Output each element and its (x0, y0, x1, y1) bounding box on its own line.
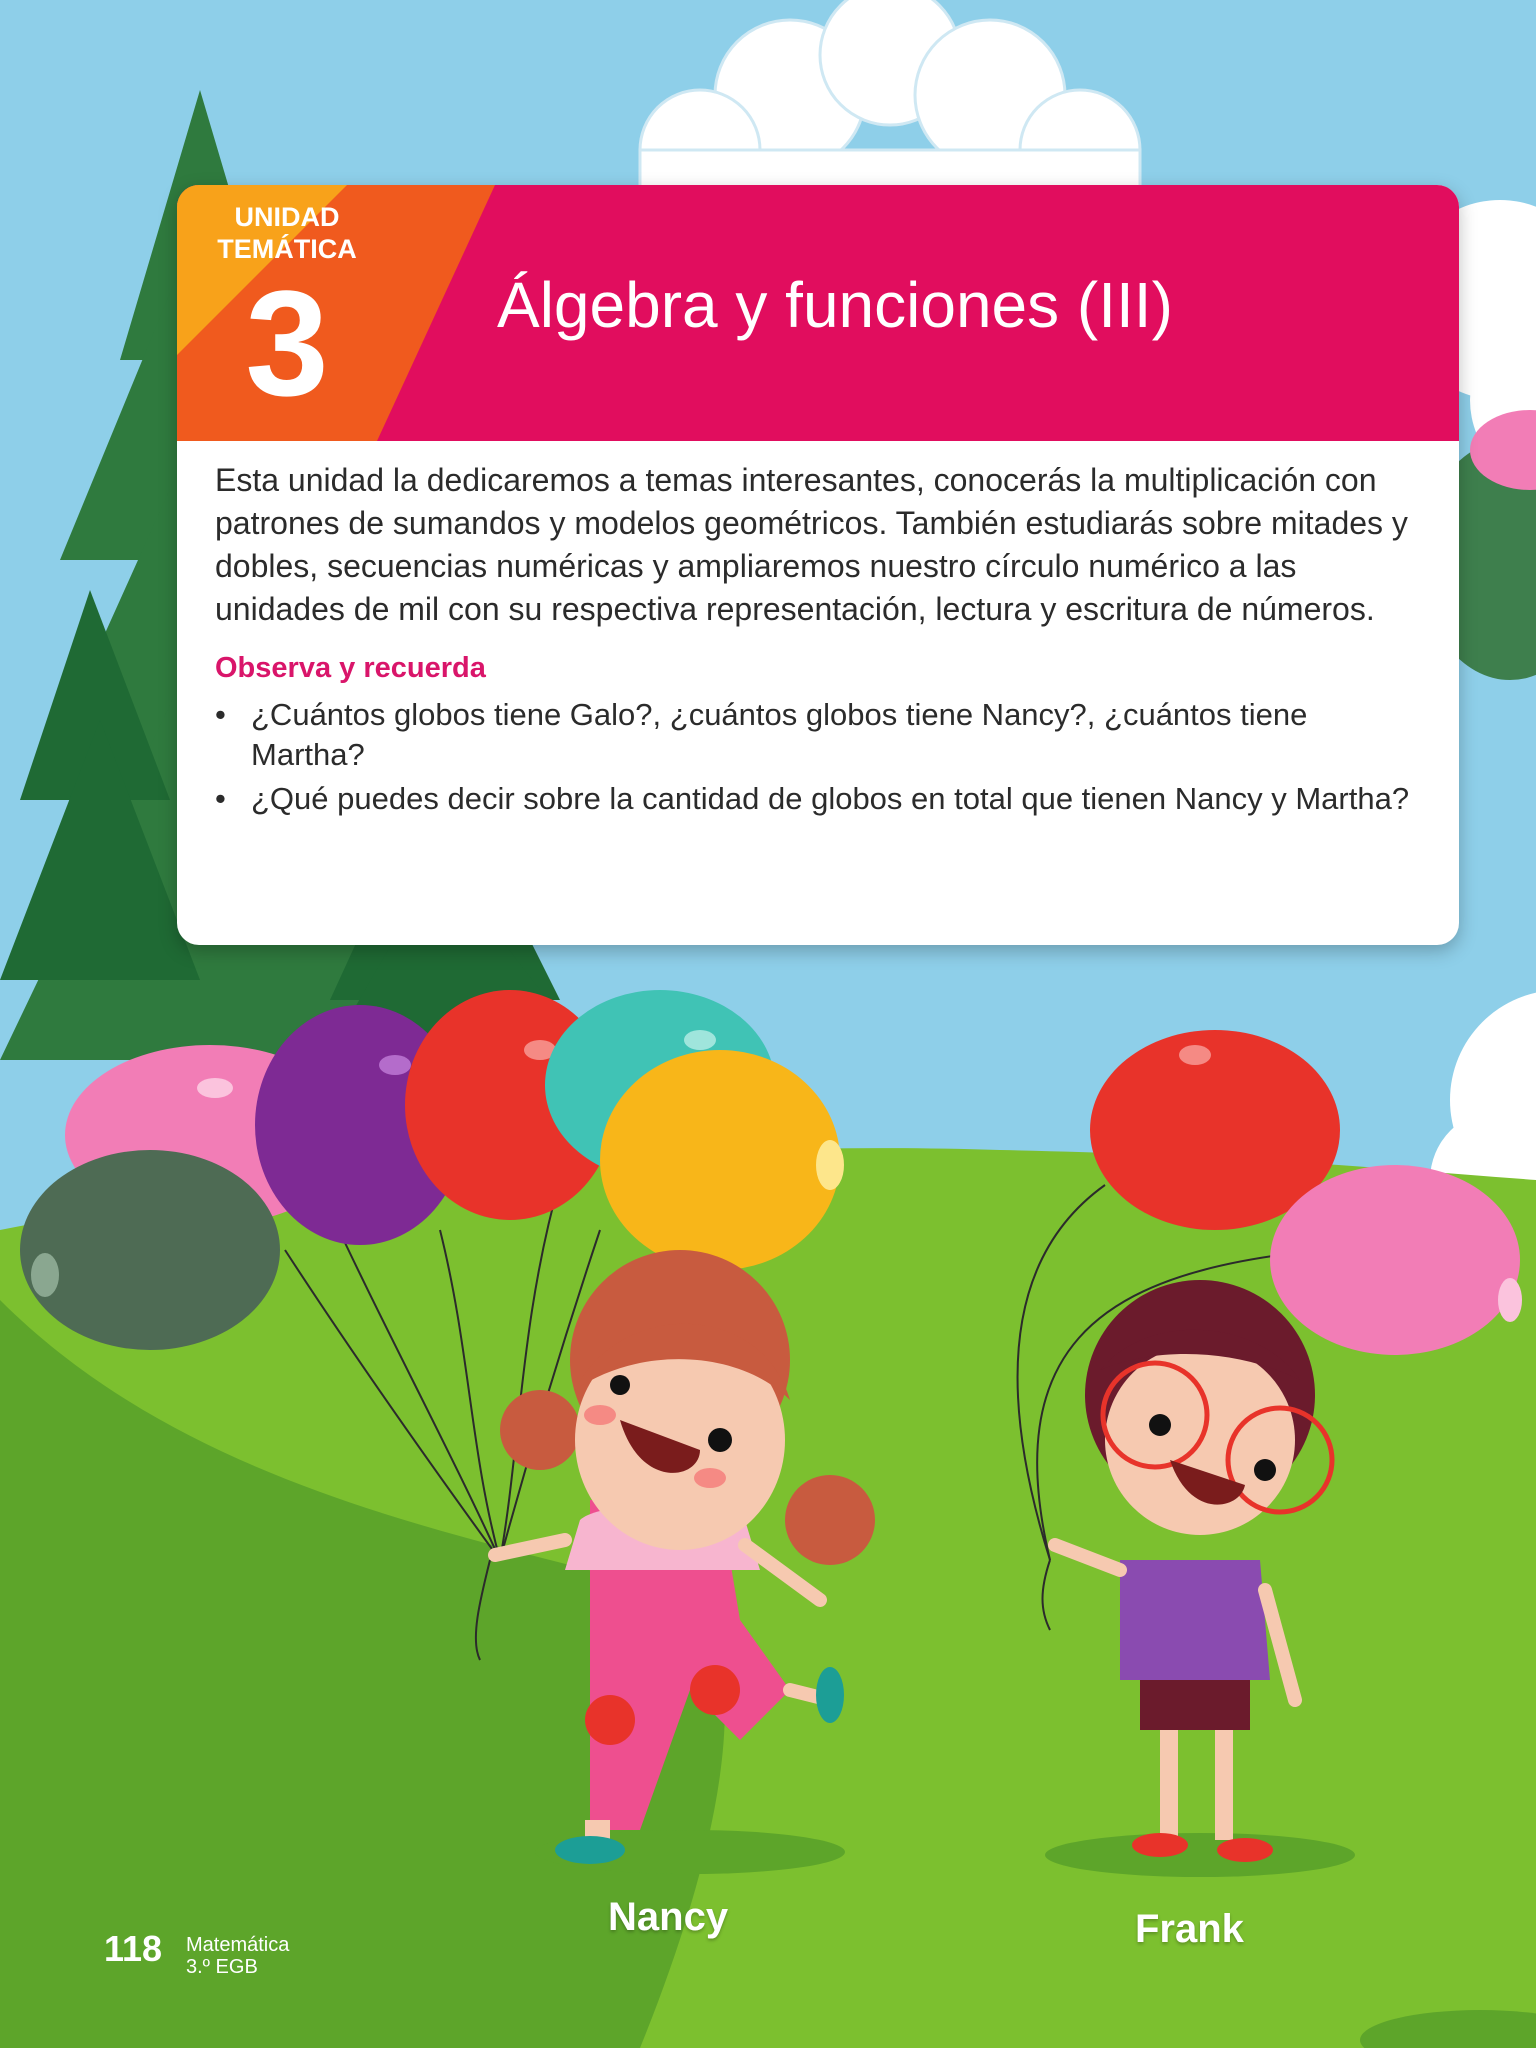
intro-paragraph: Esta unidad la dedicaremos a temas interesantes, conocerás la multiplicación con patrones de sumandos y modelos geométricos. También estudiarás sobre mitades y dobles, secuencias numéricas y ampliaremos nuestro círculo numérico a las unidades de mil con su respectiva representación, lectura y escritura de números. (215, 462, 1408, 627)
bullet: • (215, 781, 226, 816)
question-item (215, 779, 1425, 819)
unit-intro-card (177, 185, 1459, 945)
footer-grade: 3.º EGB (186, 1956, 258, 1978)
section-heading: Observa y recuerda (215, 652, 486, 684)
character-name-frank: Frank (1135, 1907, 1244, 1951)
question-item (215, 695, 1425, 775)
unit-label-line2: TEMÁTICA (217, 234, 357, 264)
question-list (215, 695, 1425, 819)
character-name-nancy: Nancy (608, 1895, 729, 1939)
question-text: ¿Cuántos globos tiene Galo?, ¿cuántos globos tiene Nancy?, ¿cuántos tiene Martha? (251, 697, 1308, 772)
unit-header (177, 185, 1459, 441)
unit-label (197, 201, 377, 265)
question-text: ¿Qué puedes decir sobre la cantidad de globos en total que tienen Nancy y Martha? (251, 781, 1410, 816)
card-body (215, 459, 1425, 823)
bullet: • (215, 697, 226, 732)
unit-label-line1: UNIDAD (234, 202, 340, 232)
balloon-pink-frank (1270, 1165, 1522, 1355)
unit-number: 3 (245, 259, 329, 427)
footer-subject: Matemática (186, 1934, 290, 1956)
unit-title: Álgebra y funciones (III) (497, 269, 1173, 341)
page-number: 118 (104, 1928, 163, 1969)
balloon-green (20, 1150, 280, 1350)
